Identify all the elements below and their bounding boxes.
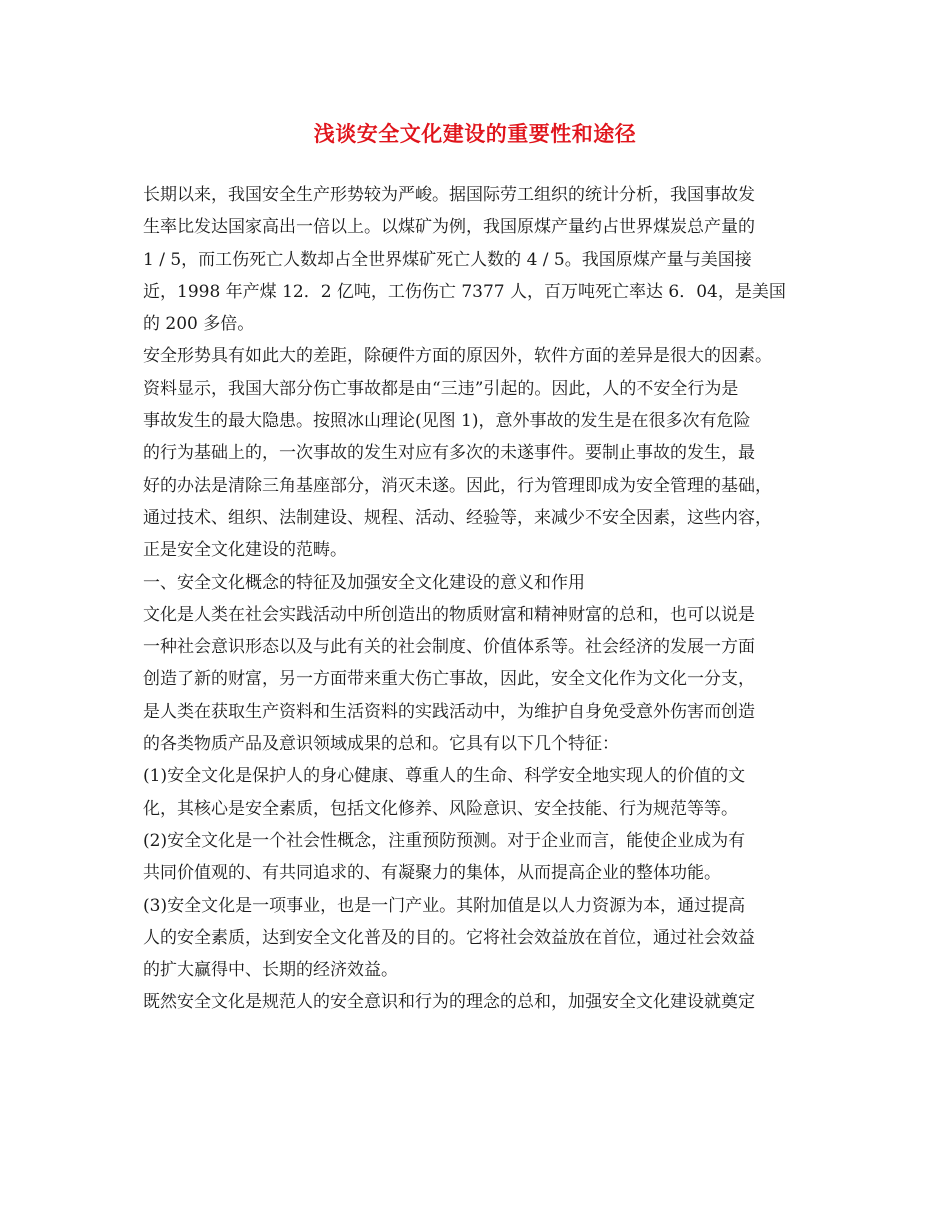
body-text-line: (3)安全文化是一项事业，也是一门产业。其附加值是以人力资源为本，通过提高	[143, 895, 746, 916]
body-text-line: 共同价值观的、有共同追求的、有凝聚力的集体，从而提高企业的整体功能。	[143, 863, 721, 884]
body-text-line: 一、安全文化概念的特征及加强安全文化建设的意义和作用	[143, 572, 585, 593]
body-text-line: 正是安全文化建设的范畴。	[143, 540, 347, 561]
body-text-line: 一种社会意识形态以及与此有关的社会制度、价值体系等。社会经济的发展一方面	[143, 637, 755, 658]
body-text-line: 人的安全素质，达到安全文化普及的目的。它将社会效益放在首位，通过社会效益	[143, 927, 755, 948]
body-text-line: 的扩大赢得中、长期的经济效益。	[143, 960, 398, 981]
body-text-line: 资料显示，我国大部分伤亡事故都是由“三违”引起的。因此，人的不安全行为是	[143, 378, 739, 399]
body-text-line: 长期以来，我国安全生产形势较为严峻。据国际劳工组织的统计分析，我国事故发	[143, 185, 755, 205]
body-text-line: (1)安全文化是保护人的身心健康、尊重人的生命、科学安全地实现人的价值的文	[143, 766, 746, 787]
body-text-line: 的各类物质产品及意识领域成果的总和。它具有以下几个特征：	[143, 734, 619, 755]
body-text-line: 化，其核心是安全素质，包括文化修养、风险意识、安全技能、行为规范等等。	[143, 798, 738, 819]
body-text-line: 事故发生的最大隐患。按照冰山理论(见图 1)，意外事故的发生是在很多次有危险	[143, 411, 751, 432]
body-text-line: 生率比发达国家高出一倍以上。以煤矿为例，我国原煤产量约占世界煤炭总产量的	[143, 217, 755, 238]
body-text-line: 近，1998 年产煤 12．2 亿吨，工伤伤亡 7377 人，百万吨死亡率达 6．04，是美国	[143, 281, 786, 302]
body-text-line: 文化是人类在社会实践活动中所创造出的物质财富和精神财富的总和，也可以说是	[143, 604, 755, 625]
document-body	[143, 179, 831, 1019]
body-text-line: (2)安全文化是一个社会性概念，注重预防预测。对于企业而言，能使企业成为有	[143, 830, 746, 851]
body-text-line: 1 / 5，而工伤死亡人数却占全世界煤矿死亡人数的 4 / 5。我国原煤产量与美国接	[143, 249, 752, 270]
body-text-line: 既然安全文化是规范人的安全意识和行为的理念的总和，加强安全文化建设就奠定	[143, 992, 755, 1013]
body-text-line: 好的办法是清除三角基座部分，消灭未遂。因此，行为管理即成为安全管理的基础，	[143, 475, 772, 496]
body-text-line: 是人类在获取生产资料和生活资料的实践活动中，为维护自身免受意外伤害而创造	[143, 701, 755, 722]
body-text-line: 通过技术、组织、法制建设、规程、活动、经验等，来减少不安全因素，这些内容，	[143, 507, 772, 528]
body-text-line: 的 200 多倍。	[143, 314, 255, 335]
body-text-line: 创造了新的财富，另一方面带来重大伤亡事故，因此，安全文化作为文化一分支，	[143, 669, 755, 690]
body-text-line: 安全形势具有如此大的差距，除硬件方面的原因外，软件方面的差异是很大的因素。	[143, 346, 772, 367]
document-title: 浅谈安全文化建设的重要性和途径	[313, 122, 637, 146]
body-text-line: 的行为基础上的，一次事故的发生对应有多次的未遂事件。要制止事故的发生，最	[143, 443, 755, 464]
